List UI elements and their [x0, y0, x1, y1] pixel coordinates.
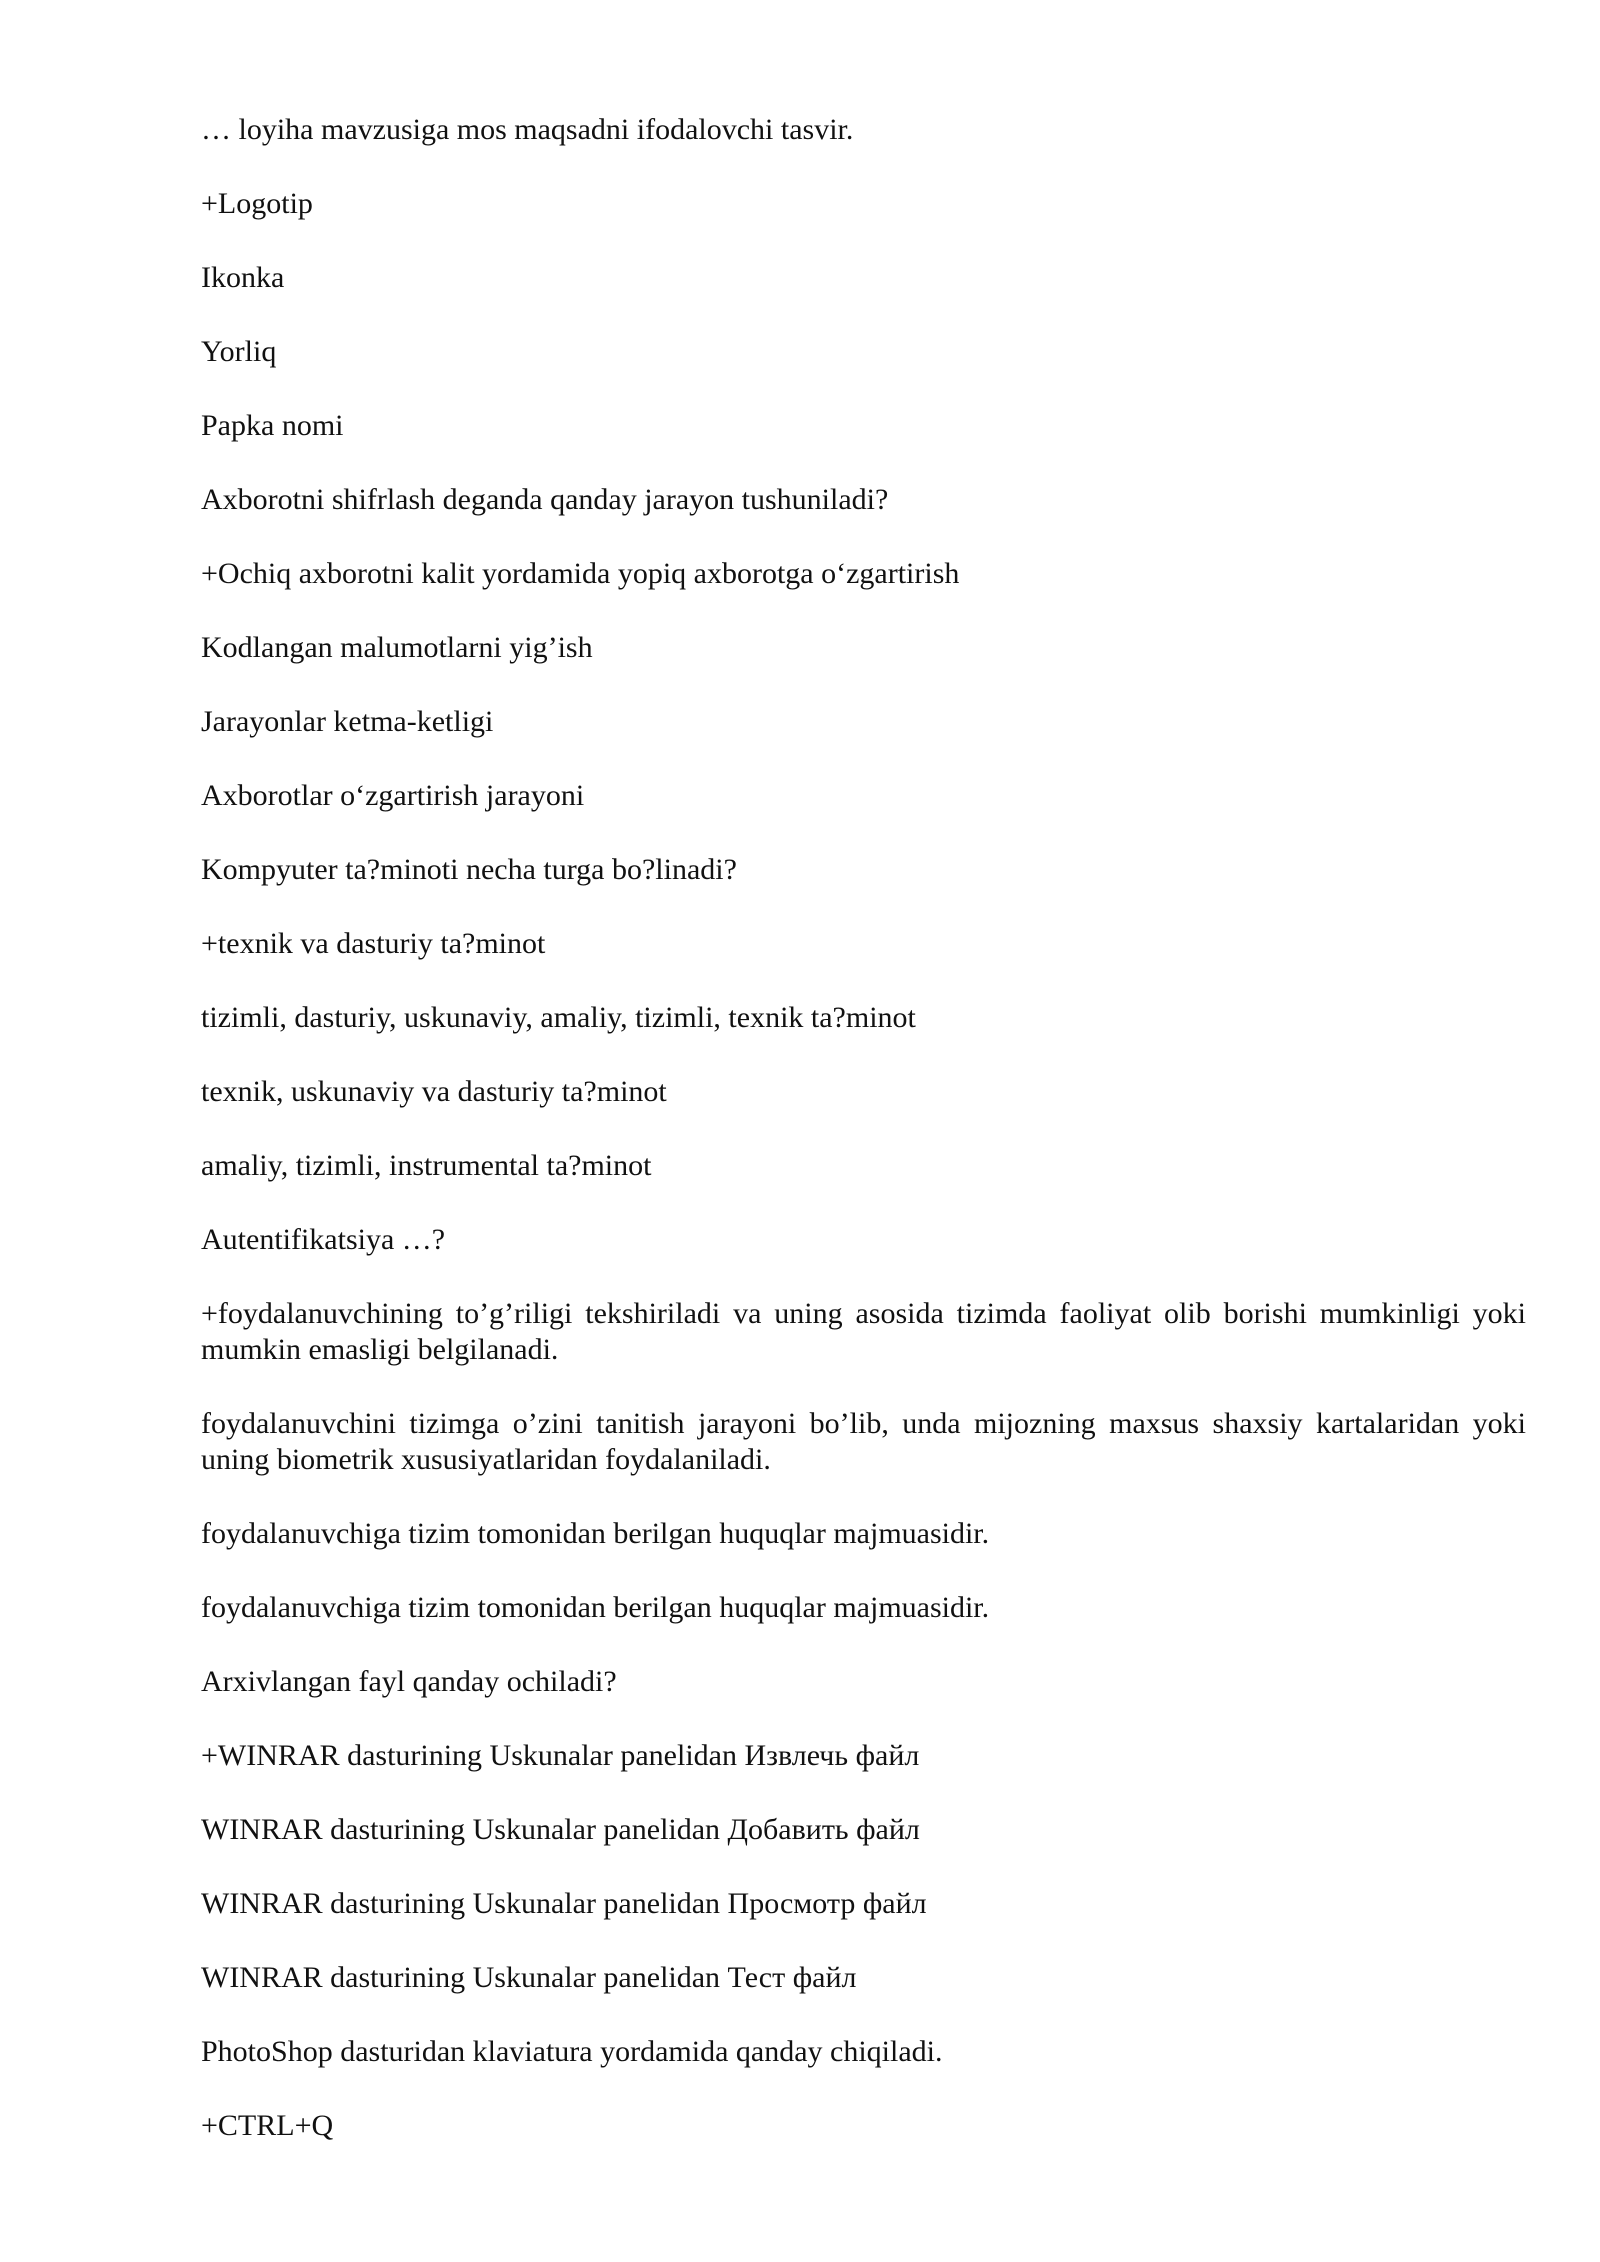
- paragraph-9: Jarayonlar ketma-ketligi: [201, 705, 494, 738]
- paragraph-1: … loyiha mavzusiga mos maqsadni ifodalovchi tasvir.: [201, 113, 854, 146]
- paragraph-11: Kompyuter ta?minoti necha turga bo?linadi?: [201, 853, 737, 886]
- paragraph-27: +CTRL+Q: [201, 2109, 334, 2142]
- paragraph-4: Yorliq: [201, 335, 277, 368]
- paragraph-24: WINRAR dasturining Uskunalar panelidan Просмотр файл: [201, 1887, 927, 1920]
- paragraph-2: +Logotip: [201, 187, 313, 220]
- document-body: [201, 112, 1526, 2182]
- paragraph-17: +foydalanuvchining to’g’riligi tekshiriladi va uning asosida tizimda faoliyat olib borishi mumkinligi yoki mumkin emasligi belgilanadi.: [201, 1297, 1526, 1366]
- paragraph-8: Kodlangan malumotlarni yig’ish: [201, 631, 593, 664]
- paragraph-3: Ikonka: [201, 261, 285, 294]
- paragraph-19: foydalanuvchiga tizim tomonidan berilgan huquqlar majmuasidir.: [201, 1517, 990, 1550]
- paragraph-7: +Ochiq axborotni kalit yordamida yopiq axborotga o‘zgartirish: [201, 557, 960, 590]
- paragraph-14: texnik, uskunaviy va dasturiy ta?minot: [201, 1075, 667, 1108]
- paragraph-21: Arxivlangan fayl qanday ochiladi?: [201, 1665, 617, 1698]
- paragraph-6: Axborotni shifrlash deganda qanday jarayon tushuniladi?: [201, 483, 889, 516]
- paragraph-25: WINRAR dasturining Uskunalar panelidan Тест файл: [201, 1961, 857, 1994]
- paragraph-23: WINRAR dasturining Uskunalar panelidan Добавить файл: [201, 1813, 920, 1846]
- paragraph-13: tizimli, dasturiy, uskunaviy, amaliy, tizimli, texnik ta?minot: [201, 1001, 916, 1034]
- paragraph-15: amaliy, tizimli, instrumental ta?minot: [201, 1149, 652, 1182]
- paragraph-12: +texnik va dasturiy ta?minot: [201, 927, 546, 960]
- paragraph-10: Axborotlar o‘zgartirish jarayoni: [201, 779, 585, 812]
- paragraph-22: +WINRAR dasturining Uskunalar panelidan Извлечь файл: [201, 1739, 920, 1772]
- paragraph-16: Autentifikatsiya …?: [201, 1223, 446, 1256]
- paragraph-18: foydalanuvchini tizimga o’zini tanitish jarayoni bo’lib, unda mijozning maxsus shaxsiy kartalaridan yoki uning biometrik xususiyatlaridan foydalaniladi.: [201, 1407, 1526, 1476]
- paragraph-5: Papka nomi: [201, 409, 344, 442]
- paragraph-20: foydalanuvchiga tizim tomonidan berilgan huquqlar majmuasidir.: [201, 1591, 990, 1624]
- paragraph-26: PhotoShop dasturidan klaviatura yordamida qanday chiqiladi.: [201, 2035, 943, 2068]
